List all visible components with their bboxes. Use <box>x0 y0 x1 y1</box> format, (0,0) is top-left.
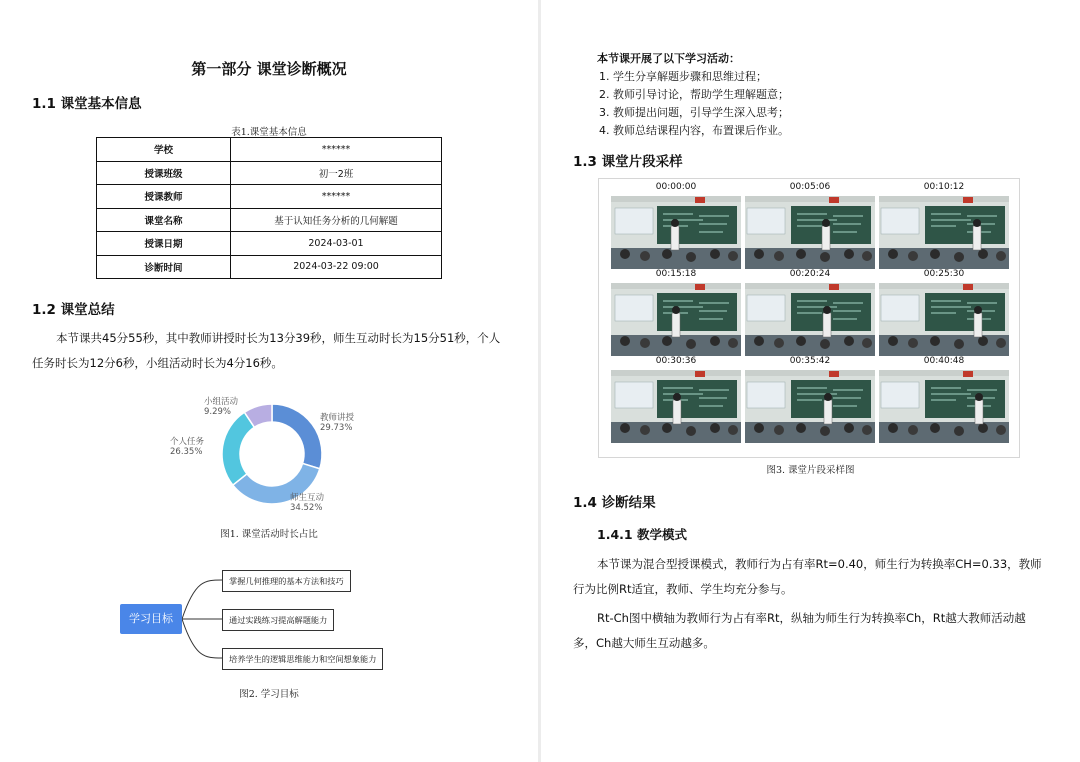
snapshot-timestamp: 00:00:00 <box>655 182 697 192</box>
label-individual-task: 个人任务 <box>170 437 205 447</box>
table-row <box>97 161 442 185</box>
left-page <box>0 0 538 762</box>
summary-line-2: 任务时长为12分6秒，小组活动时长为4分16秒。 <box>32 356 283 370</box>
table-row <box>97 255 442 279</box>
goal-item-2: 通过实践练习提高解题能力 <box>222 609 334 631</box>
table-key-cell: 授课班级 <box>97 161 231 185</box>
basic-info-table <box>96 137 442 279</box>
donut-slice-0 <box>272 404 322 469</box>
rt-ch-line-1: Rt-Ch图中横轴为教师行为占有率Rt，纵轴为师生行为转换率Ch，Rt越大教师活动越 <box>597 611 1026 625</box>
legend-group <box>204 397 238 417</box>
value-teacher-student-interaction: 34.52% <box>290 503 323 513</box>
snapshot-timestamp: 00:10:12 <box>923 182 965 192</box>
teaching-mode-line-2: 行为比例Rt适宜，教师、学生均充分参与。 <box>573 582 793 596</box>
snapshot-timestamp: 00:20:24 <box>789 269 831 279</box>
snapshot-timestamp: 00:15:18 <box>655 269 697 279</box>
classroom-snapshot-image <box>879 196 1009 269</box>
table-row <box>97 208 442 232</box>
figure-1-caption: 图1. 课堂活动时长占比 <box>220 529 318 540</box>
rt-ch-line-2: 多，Ch越大师生互动越多。 <box>573 636 715 650</box>
snapshot-timestamp: 00:05:06 <box>789 182 831 192</box>
table-value-cell: 基于认知任务分析的几何解题 <box>231 208 442 232</box>
section-1-2-heading: 1.2 课堂总结 <box>32 302 115 318</box>
legend-teacher <box>320 413 354 433</box>
table-key-cell: 课堂名称 <box>97 208 231 232</box>
part-title: 第一部分 课堂诊断概况 <box>191 60 347 78</box>
value-group-activity: 9.29% <box>204 407 232 417</box>
table-key-cell: 学校 <box>97 138 231 162</box>
snapshot-timestamp: 00:40:48 <box>923 356 965 366</box>
table-row <box>97 138 442 162</box>
value-individual-task: 26.35% <box>170 447 203 457</box>
classroom-snapshot-image <box>879 370 1009 443</box>
activities-heading: 本节课开展了以下学习活动： <box>597 52 740 65</box>
teaching-mode-line-1: 本节课为混合型授课模式，教师行为占有率Rt=0.40，师生行为转换率CH=0.33，教师 <box>597 557 1042 571</box>
activity-item-3: 3. 教师提出问题，引导学生深入思考； <box>599 106 789 119</box>
table-caption: 表1.课堂基本信息 <box>231 127 307 138</box>
snapshot-timestamp: 00:35:42 <box>789 356 831 366</box>
right-page <box>541 0 1080 762</box>
figure-3-caption: 图3. 课堂片段采样图 <box>766 465 855 476</box>
section-1-4-1-heading: 1.4.1 教学模式 <box>597 527 687 542</box>
table-value-cell: 2024-03-01 <box>231 232 442 256</box>
goal-item-3: 培养学生的逻辑思维能力和空间想象能力 <box>222 648 383 670</box>
legend-interaction <box>290 493 324 513</box>
label-group-activity: 小组活动 <box>204 397 239 407</box>
classroom-snapshot-image <box>879 283 1009 356</box>
table-value-cell: 初一2班 <box>231 161 442 185</box>
summary-line-1: 本节课共45分55秒，其中教师讲授时长为13分39秒，师生互动时长为15分51秒，个人 <box>56 331 501 345</box>
table-value-cell: ****** <box>231 185 442 209</box>
table-row <box>97 232 442 256</box>
label-teacher-student-interaction: 师生互动 <box>290 493 325 503</box>
table-value-cell: ****** <box>231 138 442 162</box>
activity-item-4: 4. 教师总结课程内容，布置课后作业。 <box>599 124 789 137</box>
learning-goal-root: 学习目标 <box>120 604 182 634</box>
section-1-4-heading: 1.4 诊断结果 <box>573 495 656 511</box>
goal-item-1: 掌握几何推理的基本方法和技巧 <box>222 570 351 592</box>
table-value-cell: 2024-03-22 09:00 <box>231 255 442 279</box>
label-teacher-lecture: 教师讲授 <box>320 413 355 423</box>
section-1-1-heading: 1.1 课堂基本信息 <box>32 96 142 112</box>
snapshot-timestamp: 00:25:30 <box>923 269 965 279</box>
legend-individual <box>170 437 204 457</box>
activities-block <box>597 50 789 140</box>
table-key-cell: 授课日期 <box>97 232 231 256</box>
table-key-cell: 诊断时间 <box>97 255 231 279</box>
classroom-snapshot-image <box>745 370 875 443</box>
classroom-snapshot-image <box>745 196 875 269</box>
figure-2-caption: 图2. 学习目标 <box>239 689 299 700</box>
classroom-snapshot-image <box>611 370 741 443</box>
classroom-snapshot-image <box>611 283 741 356</box>
section-1-3-heading: 1.3 课堂片段采样 <box>573 154 683 170</box>
donut-slice-2 <box>222 412 254 485</box>
classroom-snapshot-image <box>611 196 741 269</box>
value-teacher-lecture: 29.73% <box>320 423 353 433</box>
table-row <box>97 185 442 209</box>
table-key-cell: 授课教师 <box>97 185 231 209</box>
snapshot-timestamp: 00:30:36 <box>655 356 697 366</box>
activity-item-2: 2. 教师引导讨论，帮助学生理解题意； <box>599 88 789 101</box>
activity-item-1: 1. 学生分享解题步骤和思维过程； <box>599 70 767 83</box>
classroom-snapshot-image <box>745 283 875 356</box>
classroom-snapshot-grid <box>598 178 1020 458</box>
